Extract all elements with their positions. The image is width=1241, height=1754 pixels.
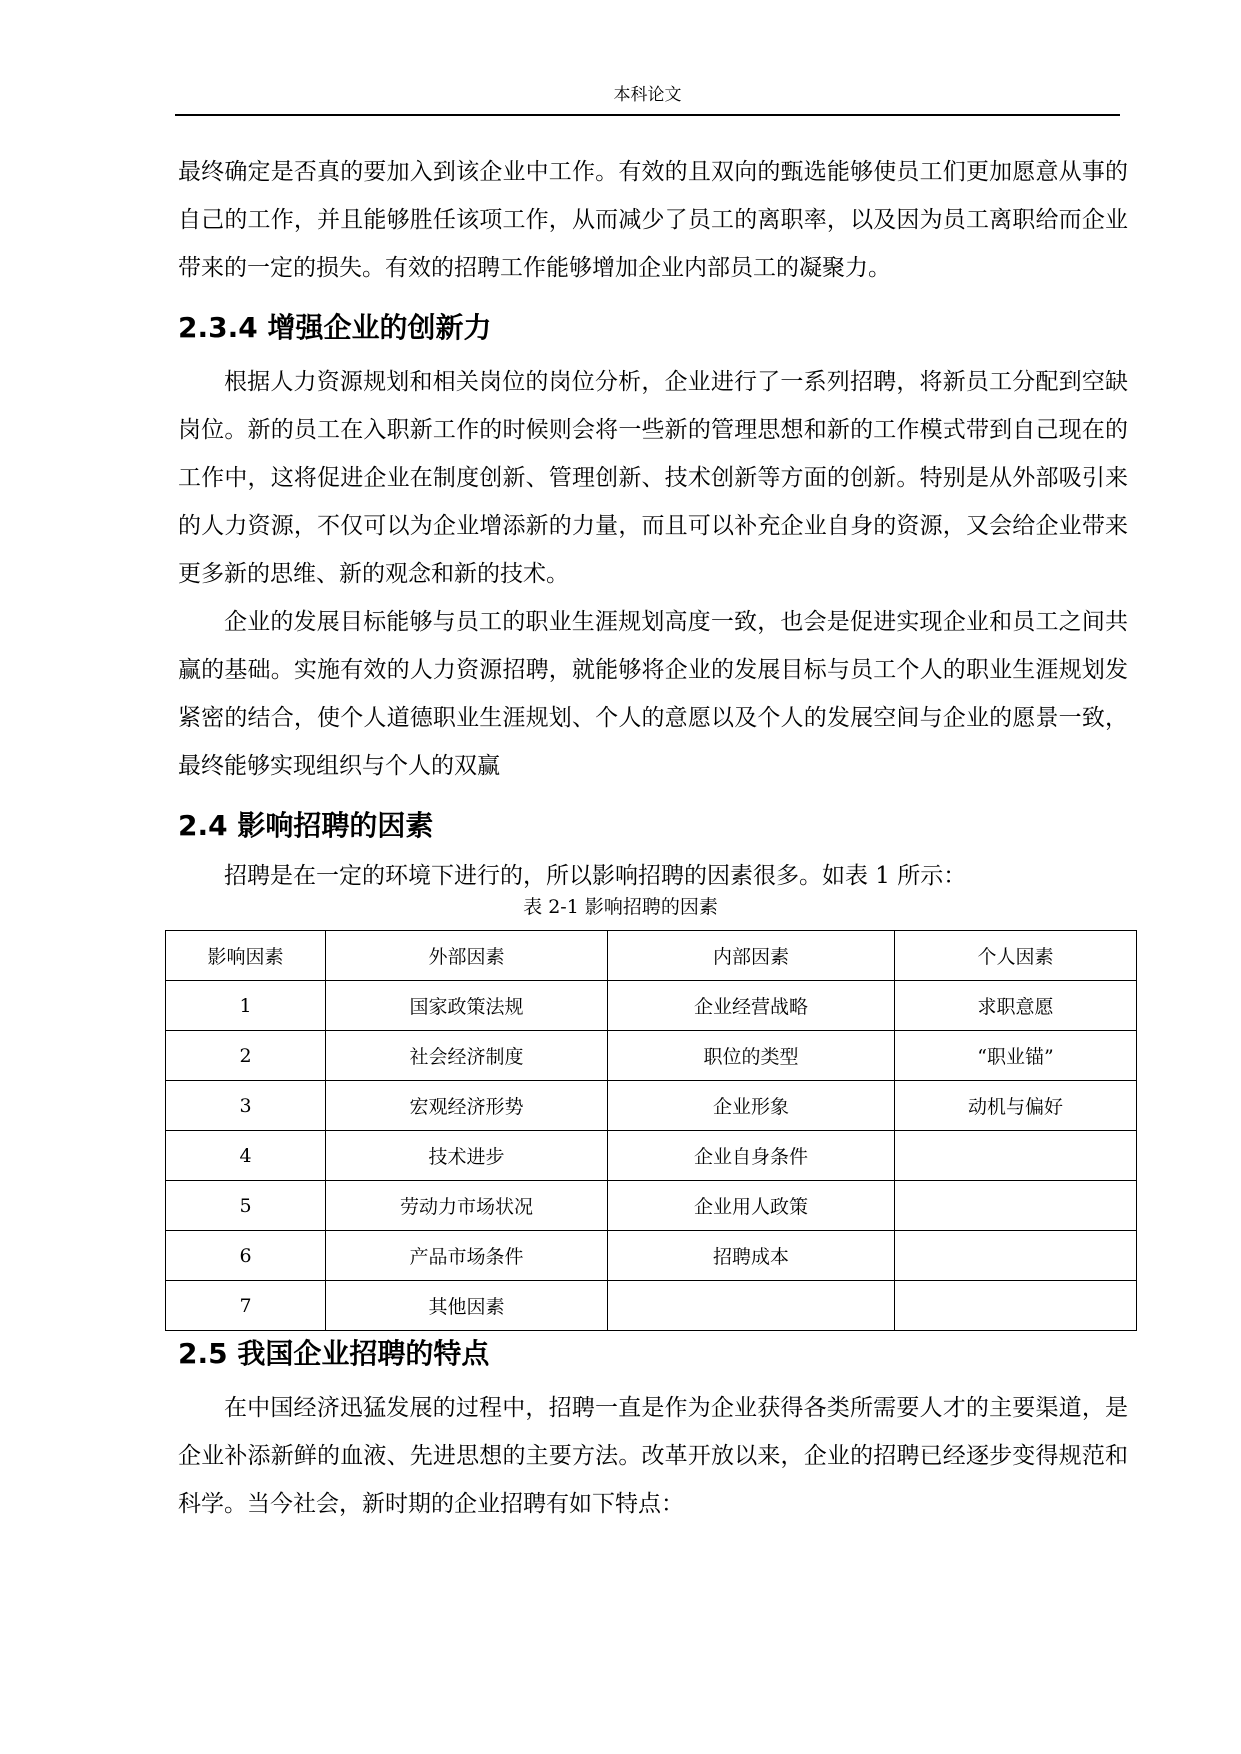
table-cell: 企业经营战略	[608, 981, 895, 1031]
table-row	[166, 1281, 1137, 1331]
table-header-cell: 影响因素	[166, 931, 326, 981]
table-cell	[895, 1231, 1137, 1281]
table-cell: 2	[166, 1031, 326, 1081]
table-cell: 企业形象	[608, 1081, 895, 1131]
table-cell: 4	[166, 1131, 326, 1181]
table-cell	[895, 1131, 1137, 1181]
table-row	[166, 1081, 1137, 1131]
table-cell: 国家政策法规	[326, 981, 608, 1031]
table-cell: 社会经济制度	[326, 1031, 608, 1081]
page-header: 本科论文	[613, 85, 682, 105]
table-cell: 动机与偏好	[895, 1081, 1137, 1131]
table-caption: 表 2-1 影响招聘的因素	[523, 896, 718, 918]
table-cell: 3	[166, 1081, 326, 1131]
table-row	[166, 981, 1137, 1031]
paragraph-2-5: 在中国经济迅猛发展的过程中，招聘一直是作为企业获得各类所需要人才的主要渠道，是企业补添新鲜的血液、先进思想的主要方法。改革开放以来，企业的招聘已经逐步变得规范和科学。当今社会，新时期的企业招聘有如下特点：	[178, 1395, 1128, 1517]
table-cell: 职位的类型	[608, 1031, 895, 1081]
table-cell: 招聘成本	[608, 1231, 895, 1281]
table-cell: 其他因素	[326, 1281, 608, 1331]
paragraph-top: 最终确定是否真的要加入到该企业中工作。有效的且双向的甄选能够使员工们更加愿意从事的自己的工作，并且能够胜任该项工作，从而减少了员工的离职率，以及因为员工离职给而企业带来的一定的损失。有效的招聘工作能够增加企业内部员工的凝聚力。	[178, 159, 1128, 281]
table-cell: 企业用人政策	[608, 1181, 895, 1231]
table-cell: “职业锚”	[895, 1031, 1137, 1081]
table-cell: 7	[166, 1281, 326, 1331]
table-cell	[895, 1181, 1137, 1231]
table-cell	[895, 1281, 1137, 1331]
table-row	[166, 1031, 1137, 1081]
table-cell: 企业自身条件	[608, 1131, 895, 1181]
table-cell: 劳动力市场状况	[326, 1181, 608, 1231]
table-row	[166, 1181, 1137, 1231]
table-cell: 产品市场条件	[326, 1231, 608, 1281]
table-cell: 宏观经济形势	[326, 1081, 608, 1131]
paragraph-2-4: 招聘是在一定的环境下进行的，所以影响招聘的因素很多。如表 1 所示：	[224, 863, 967, 889]
table-header-cell: 内部因素	[608, 931, 895, 981]
table-cell: 5	[166, 1181, 326, 1231]
table-cell	[608, 1281, 895, 1331]
header-rule	[175, 114, 1120, 116]
table-header-cell: 个人因素	[895, 931, 1137, 981]
table-row	[166, 1131, 1137, 1181]
table-row	[166, 1231, 1137, 1281]
factors-table	[165, 930, 1137, 1331]
table-cell: 技术进步	[326, 1131, 608, 1181]
table-header-row	[166, 931, 1137, 981]
table-header-cell: 外部因素	[326, 931, 608, 981]
table-cell: 求职意愿	[895, 981, 1137, 1031]
heading-2-5: 2.5 我国企业招聘的特点	[178, 1337, 490, 1370]
table-cell: 1	[166, 981, 326, 1031]
heading-2-3-4: 2.3.4 增强企业的创新力	[178, 311, 492, 344]
paragraph-2-3-4-b: 企业的发展目标能够与员工的职业生涯规划高度一致，也会是促进实现企业和员工之间共赢的基础。实施有效的人力资源招聘，就能够将企业的发展目标与员工个人的职业生涯规划发紧密的结合，使个人道德职业生涯规划、个人的意愿以及个人的发展空间与企业的愿景一致，最终能够实现组织与个人的双赢	[178, 609, 1128, 779]
table-cell: 6	[166, 1231, 326, 1281]
paragraph-2-3-4-a: 根据人力资源规划和相关岗位的岗位分析，企业进行了一系列招聘，将新员工分配到空缺岗位。新的员工在入职新工作的时候则会将一些新的管理思想和新的工作模式带到自己现在的工作中，这将促进企业在制度创新、管理创新、技术创新等方面的创新。特别是从外部吸引来的人力资源，不仅可以为企业增添新的力量，而且可以补充企业自身的资源，又会给企业带来更多新的思维、新的观念和新的技术。	[178, 369, 1128, 587]
heading-2-4: 2.4 影响招聘的因素	[178, 809, 434, 842]
